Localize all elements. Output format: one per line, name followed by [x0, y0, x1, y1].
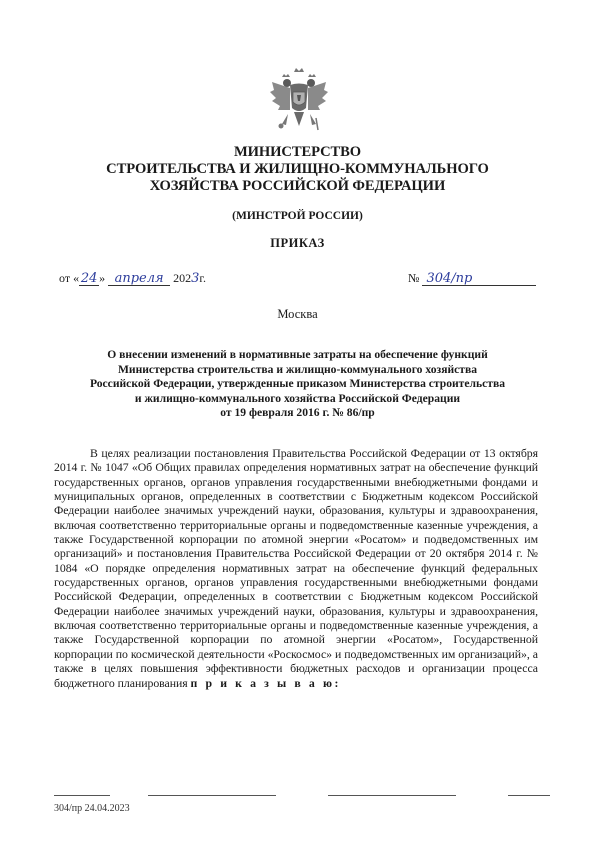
date-year-prefix: 202 — [173, 271, 192, 285]
date-year-suffix: г. — [199, 271, 206, 285]
title-line-4: и жилищно-коммунального хозяйства Российской Федерации — [134, 391, 461, 405]
ministry-line-3: ХОЗЯЙСТВА РОССИЙСКОЙ ФЕДЕРАЦИИ — [149, 178, 446, 194]
title-line-1: О внесении изменений в нормативные затраты на обеспечение функций — [107, 348, 488, 361]
signature-line — [328, 795, 456, 796]
date-day-suffix: » — [99, 271, 106, 285]
order-verb: п р и к а з ы в а ю: — [190, 675, 342, 690]
ministry-name — [0, 144, 595, 195]
title-line-3: Российской Федерации, утвержденные приказом Министерства строительства — [89, 377, 506, 391]
signature-line — [54, 795, 110, 796]
ministry-line-2: СТРОИТЕЛЬСТВА И ЖИЛИЩНО-КОММУНАЛЬНОГО — [106, 161, 489, 177]
signature-lines — [0, 795, 595, 797]
date-day: 24 — [80, 271, 98, 286]
date-year-digit: 3 — [191, 271, 200, 286]
order-title — [60, 348, 535, 421]
city: Москва — [277, 307, 318, 321]
signature-line — [148, 795, 276, 796]
footer-stamp: 304/пр 24.04.2023 — [54, 803, 130, 814]
order-number — [408, 271, 536, 286]
document-type: ПРИКАЗ — [270, 236, 325, 250]
date-prefix: от « — [59, 271, 80, 285]
body-paragraph — [54, 446, 538, 690]
ministry-abbreviation: (МИНСТРОЙ РОССИИ) — [232, 210, 363, 222]
title-line-2: Министерства строительства и жилищно-коммунального хозяйства — [117, 362, 478, 376]
signature-line — [508, 795, 550, 796]
paragraph-text: В целях реализации постановления Правительства Российской Федерации от 13 октября 2014 г. № 1047 «Об Общих правилах определения нормативных затрат на обеспечение функций государственных органов, органов управления государственными внебюджетными фондами и муниципальных органов, определенных в соответствии с Бюджетным кодексом Российской Федерации наиболее значимых учреждений науки, образования, культуры и здравоохранения, включая соответственно территориальные органы и подведомственные казенные учреждения, а также Государственной корпорации по атомной энергии «Росатом» и подведомственных им организаций» и постановления Правительства Российской Федерации от 20 октября 2014 г. № 1084 «О порядке определения нормативных затрат на обеспечение функций федеральных государственных органов, органов управления государственными внебюджетными фондами Российской Федерации, определенных в соответствии с Бюджетным кодексом Российской Федерации наиболее значимых учреждений науки, образования, культуры и здравоохранения, включая соответственно территориальные органы и подведомственные казенные учреждения, а также Государственной корпорации по атомной энергии «Росатом», Государственной корпорации по космической деятельности «Роскосмос» и подведомственных им организаций», а также в целях повышения эффективности бюджетных расходов и организации процесса бюджетного планирования — [54, 446, 538, 690]
date-month: апреля — [108, 272, 170, 286]
number-prefix: № — [408, 271, 420, 285]
order-date — [59, 271, 206, 286]
order-body — [54, 446, 538, 690]
title-line-5: от 19 февраля 2016 г. № 86/пр — [220, 406, 375, 420]
russian-coat-of-arms-icon — [268, 68, 330, 136]
number-value: 304/пр — [422, 272, 536, 286]
ministry-line-1: МИНИСТЕРСТВО — [233, 144, 362, 160]
